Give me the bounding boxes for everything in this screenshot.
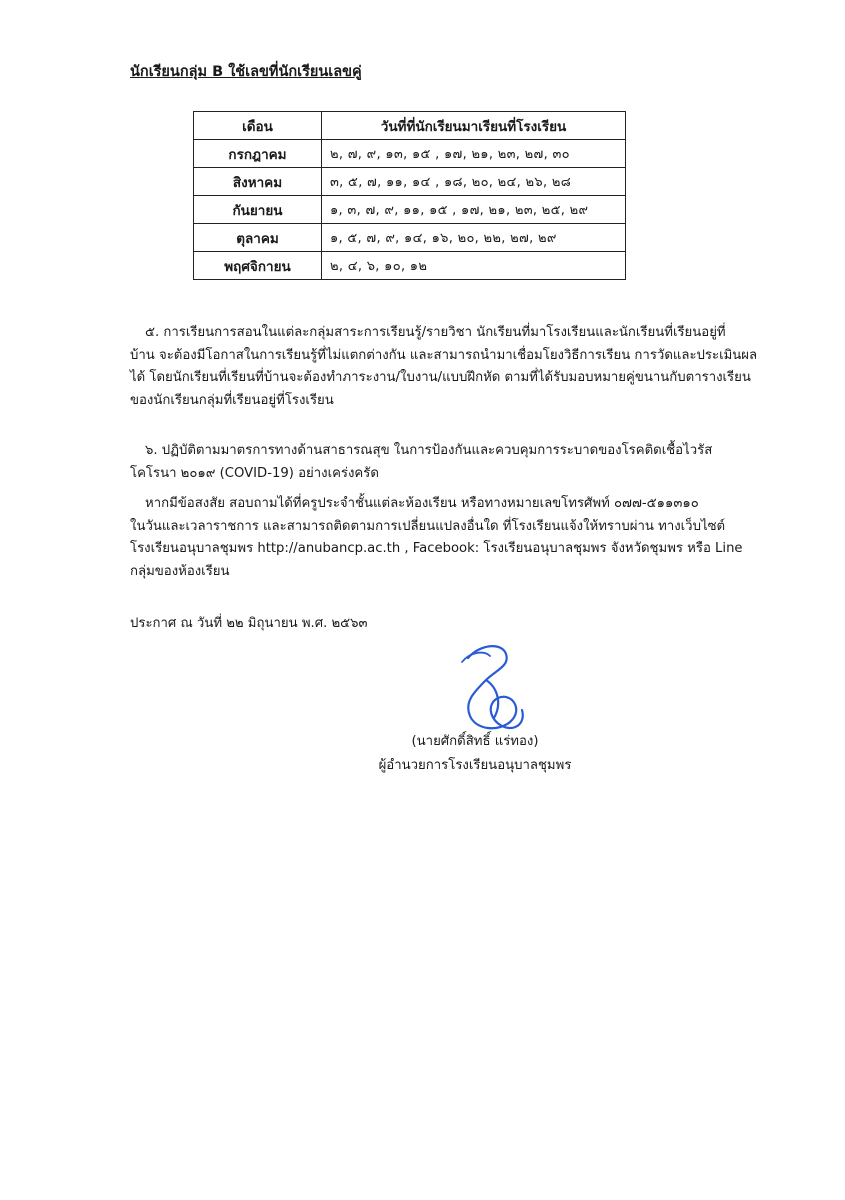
paragraph-line: ๕. การเรียนการสอนในแต่ละกลุ่มสาระการเรียนรู้/รายวิชา นักเรียนที่มาโรงเรียนและนักเรียนที่เรียนอยู่ที่ [145,325,726,340]
paragraph-line: ๖. ปฏิบัติตามมาตรการทางด้านสาธารณสุข ในการป้องกันและควบคุมการระบาดของโรคติดเชื้อไวรัส [145,443,713,458]
paragraph-line: ได้ โดยนักเรียนที่เรียนที่บ้านจะต้องทำภาระงาน/ใบงาน/แบบฝึกหัด ตามที่ได้รับมอบหมายคู่ขนานกับตารางเรียน [130,370,751,385]
days-cell: ๑, ๓, ๗, ๙, ๑๑, ๑๕ , ๑๗, ๒๑, ๒๓, ๒๕, ๒๙ [322,196,626,224]
table-header-row [194,112,626,140]
table-row [194,196,626,224]
paragraph-item-6 [130,440,735,485]
table-row [194,168,626,196]
paragraph-line: หากมีข้อสงสัย สอบถามได้ที่ครูประจำชั้นแต่ละห้องเรียน หรือทางหมายเลขโทรศัพท์ ๐๗๗-๕๑๑๓๑๐ [145,496,699,511]
paragraph-line: โรงเรียนอนุบาลชุมพร http://anubancp.ac.th , Facebook: โรงเรียนอนุบาลชุมพร จังหวัดชุมพร หรือ Line [130,541,743,556]
days-column-header: วันที่ที่นักเรียนมาเรียนที่โรงเรียน [322,112,626,140]
group-b-heading: นักเรียนกลุ่ม B ใช้เลขที่นักเรียนเลขคู่ [130,64,362,80]
month-cell: พฤศจิกายน [194,252,322,280]
days-cell: ๓, ๕, ๗, ๑๑, ๑๔ , ๑๘, ๒๐, ๒๔, ๒๖, ๒๘ [322,168,626,196]
month-column-header: เดือน [194,112,322,140]
contact-paragraph [130,493,743,583]
month-cell: สิงหาคม [194,168,322,196]
table-row [194,252,626,280]
schedule-table [193,111,626,280]
signatory-name: (นายศักดิ์สิทธิ์ แร่ทอง) [411,734,539,749]
paragraph-line: กลุ่มของห้องเรียน [130,563,230,579]
paragraph-line: ของนักเรียนกลุ่มที่เรียนอยู่ที่โรงเรียน [130,392,334,408]
paragraph-line: ในวันและเวลาราชการ และสามารถติดตามการเปลี่ยนแปลงอื่นใด ที่โรงเรียนแจ้งให้ทราบผ่าน ทางเว็บไซต์ [130,518,726,534]
month-cell: กรกฎาคม [194,140,322,168]
table-row [194,140,626,168]
paragraph-line: โคโรนา ๒๐๑๙ (COVID-19) อย่างเคร่งครัด [130,465,379,481]
announcement-date: ประกาศ ณ วันที่ ๒๒ มิถุนายน พ.ศ. ๒๕๖๓ [130,616,368,631]
paragraph-line: บ้าน จะต้องมีโอกาสในการเรียนรู้ที่ไม่แตกต่างกัน และสามารถนำมาเชื่อมโยงวิธีการเรียน การวัดและประเมินผล [130,347,758,363]
days-cell: ๒, ๔, ๖, ๑๐, ๑๒ [322,252,626,280]
signature-image [440,640,550,740]
paragraph-item-5 [130,322,758,412]
month-cell: ตุลาคม [194,224,322,252]
signatory-title: ผู้อำนวยการโรงเรียนอนุบาลชุมพร [378,758,572,773]
days-cell: ๑, ๕, ๗, ๙, ๑๔, ๑๖, ๒๐, ๒๒, ๒๗, ๒๙ [322,224,626,252]
table-row [194,224,626,252]
month-cell: กันยายน [194,196,322,224]
days-cell: ๒, ๗, ๙, ๑๓, ๑๕ , ๑๗, ๒๑, ๒๓, ๒๗, ๓๐ [322,140,626,168]
